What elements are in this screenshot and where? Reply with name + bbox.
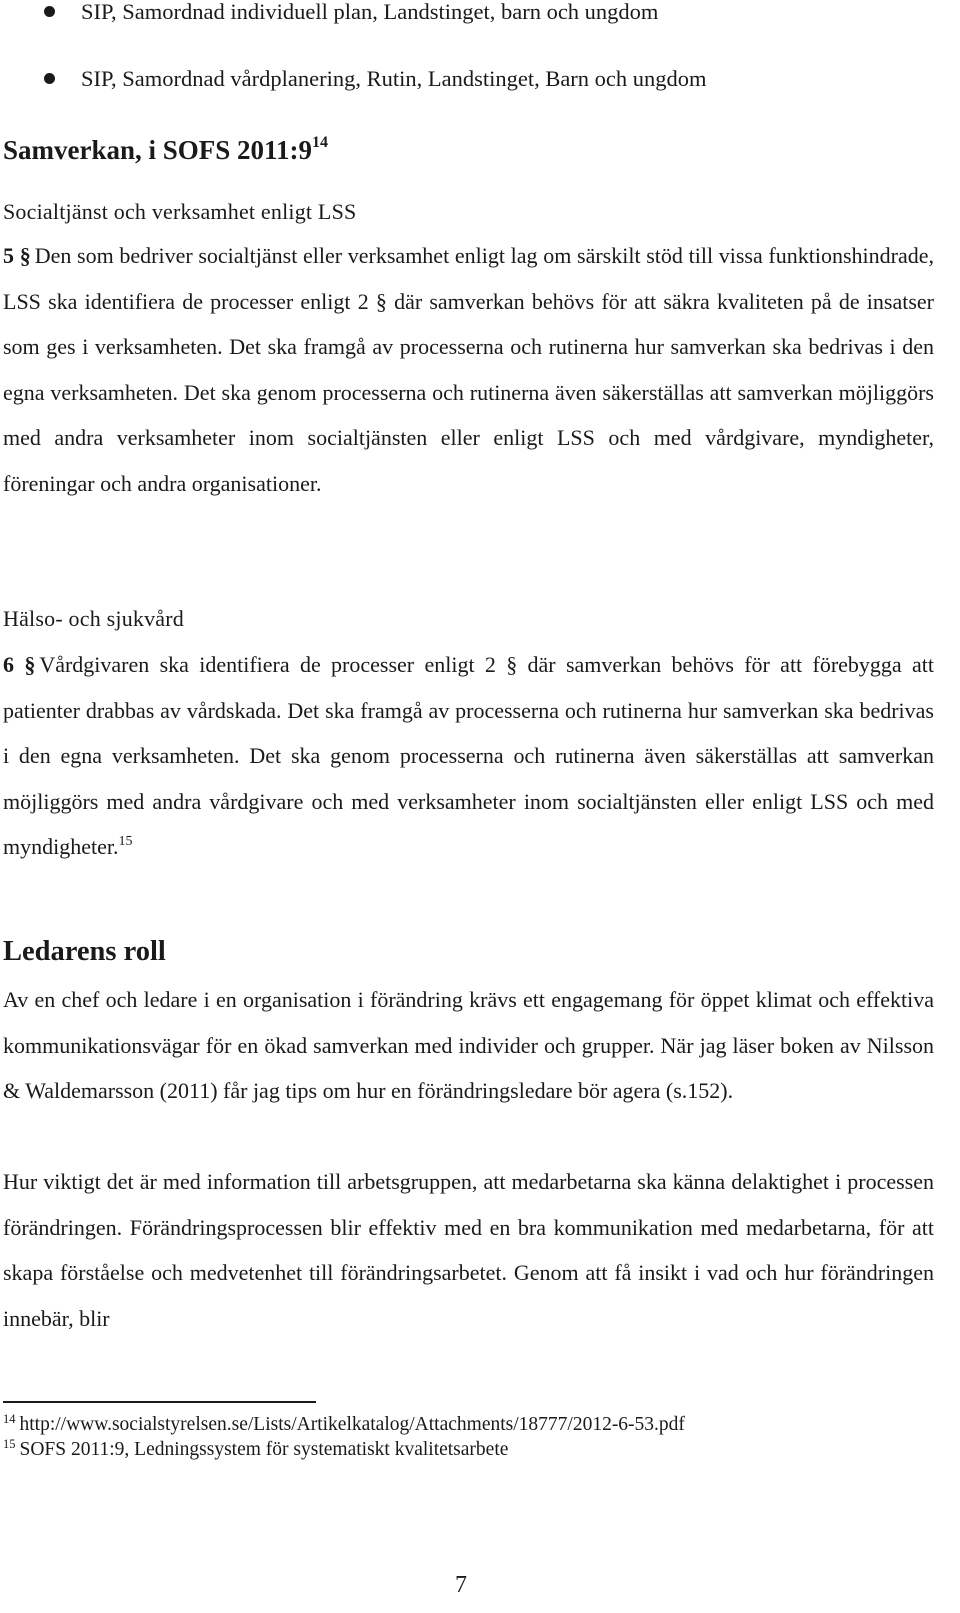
list-item-text: SIP, Samordnad individuell plan, Landstinget, barn och ungdom xyxy=(81,0,659,24)
paragraph-ledarens-2: Hur viktigt det är med information till arbetsgruppen, att medarbetarna ska känna delaktighet i processen förändringen. Förändringsprocessen blir effektiv med en bra kommunikation med medarbetarna, för att skapa förståelse och medvetenhet till förändringsarbetet. Genom att få insikt i vad och hur förändringen innebär, blir xyxy=(3,1169,934,1331)
footnote-text: SOFS 2011:9, Ledningssystem för systematiskt kvalitetsarbete xyxy=(19,1439,509,1460)
page-number: 7 xyxy=(455,1572,467,1598)
footnote-15 xyxy=(3,1437,508,1464)
footnote-separator xyxy=(3,1401,316,1403)
paragraph-text: Vårdgivaren ska identifiera de processer enligt 2 § där samverkan behövs för att förebygga att patienter drabbas av vårdskada. Det ska framgå av processerna och rutinerna hur samverkan ska bedrivas i den egna verksamheten. Det ska genom processerna och rutinerna även säkerställas att samverkan möjliggörs med andra vårdgivare och med verksamheter inom socialtjänsten eller enligt LSS och med myndigheter. xyxy=(3,652,934,859)
paragraph-socialtjanst xyxy=(3,233,934,506)
footnote-text: http://www.socialstyrelsen.se/Lists/Artikelkatalog/Attachments/18777/2012-6-53.pdf xyxy=(19,1414,685,1435)
paragraph-halso-sjukvard xyxy=(3,642,934,874)
paragraph-number: 6 xyxy=(3,652,14,677)
footnote-number: 14 xyxy=(3,1412,16,1426)
footnote-ref: 15 xyxy=(118,834,133,849)
paragraph-ledarens-1: Av en chef och ledare i en organisation i förändring krävs ett engagemang för öppet klimat och effektiva kommunikationsvägar för en ökad samverkan med individer och grupper. När jag läser boken av Nilsson & Waldemarsson (2011) får jag tips om hur en förändringsledare bör agera (s.152). xyxy=(3,987,934,1103)
footnote-number: 15 xyxy=(3,1437,16,1451)
footnote-ref: 14 xyxy=(312,134,329,151)
heading-text: Samverkan, i SOFS 2011:9 xyxy=(3,135,313,165)
section-symbol: § xyxy=(19,243,31,268)
bullet-icon xyxy=(44,6,55,17)
paragraph-number: 5 xyxy=(3,243,14,268)
section-heading-samverkan xyxy=(3,135,328,166)
subheading-socialtjanst: Socialtjänst och verksamhet enligt LSS xyxy=(3,199,357,224)
section-symbol: § xyxy=(24,652,36,677)
subheading-halso-sjukvard: Hälso- och sjukvård xyxy=(3,606,184,631)
list-item-text: SIP, Samordnad vårdplanering, Rutin, Landstinget, Barn och ungdom xyxy=(81,66,707,91)
footnote-14 xyxy=(3,1412,685,1439)
bullet-icon xyxy=(44,73,55,84)
paragraph-text: Den som bedriver socialtjänst eller verksamhet enligt lag om särskilt stöd till vissa funktionshindrade, LSS ska identifiera de processer enligt 2 § där samverkan behövs för att säkra kvaliteten på de insatser som ges i verksamheten. Det ska framgå av processerna och rutinerna hur samverkan ska bedrivas i den egna verksamheten. Det ska genom processerna och rutinerna även säkerställas att samverkan möjliggörs med andra verksamheter inom socialtjänsten eller enligt LSS och med vårdgivare, myndigheter, föreningar och andra organisationer. xyxy=(3,243,934,496)
section-heading-ledarens-roll: Ledarens roll xyxy=(3,936,166,967)
